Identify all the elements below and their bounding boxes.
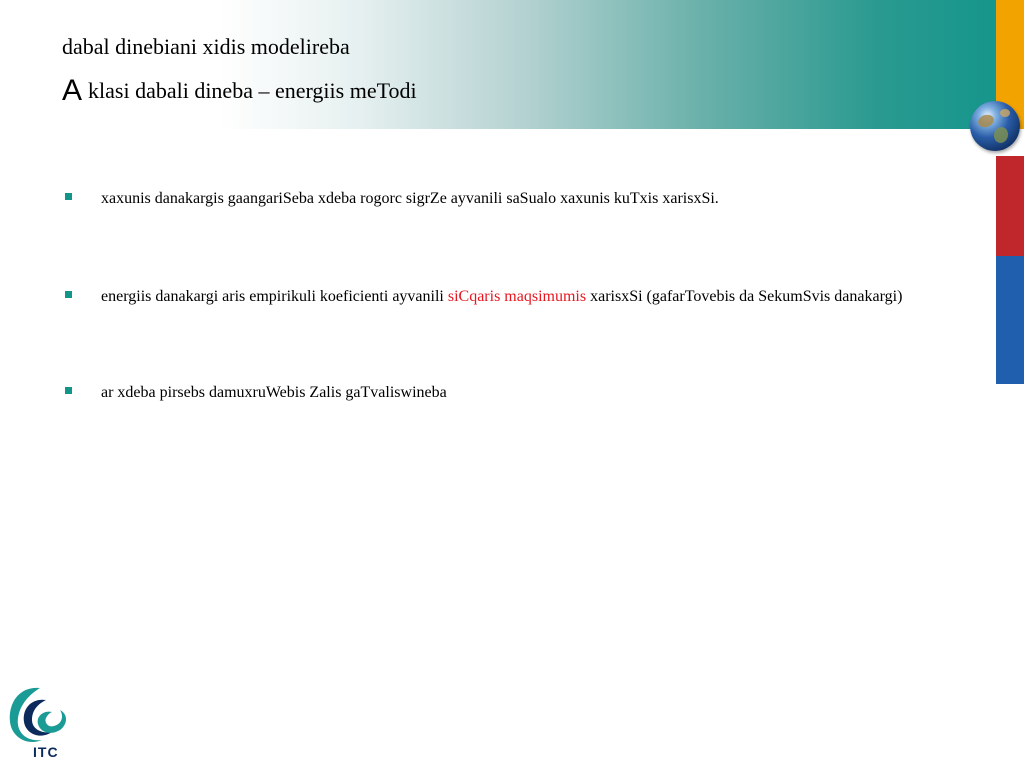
- bullet-text: ar xdeba pirsebs damuxruWebis Zalis gaTvaliswineba: [101, 384, 447, 401]
- bullet-item-friction-loss: [62, 176, 942, 222]
- header-band: [0, 0, 996, 129]
- subtitle-class-letter: A: [62, 74, 83, 107]
- bullet-text: xaxunis danakargis gaangariSeba xdeba rogorc sigrZe ayvanili saSualo xaxunis kuTxis xarisxSi.: [101, 190, 719, 207]
- globe-icon: [970, 101, 1020, 151]
- slide-title: dabal dinebiani xidis modelireba: [62, 34, 350, 59]
- bullet-square-icon: [65, 387, 72, 394]
- side-strip-red: [996, 156, 1024, 256]
- subtitle-text: klasi dabali dineba – energiis meTodi: [88, 78, 417, 103]
- bullet-square-icon: [65, 291, 72, 298]
- bullet-text-after: xarisxSi (gafarTovebis da SekumSvis danakargi): [586, 288, 903, 305]
- bullet-list: [62, 176, 942, 416]
- bullet-item-friction-force: [62, 370, 942, 416]
- bullet-text: energiis danakargi aris empirikuli koeficienti ayvanili: [101, 288, 448, 305]
- side-strip-blue: [996, 256, 1024, 384]
- bullet-square-icon: [65, 193, 72, 200]
- bullet-highlight: siCqaris maqsimumis: [447, 288, 587, 305]
- bullet-item-energy-loss: [62, 274, 942, 320]
- slide-subtitle: [62, 74, 417, 108]
- itc-logo-text: ITC: [33, 744, 59, 760]
